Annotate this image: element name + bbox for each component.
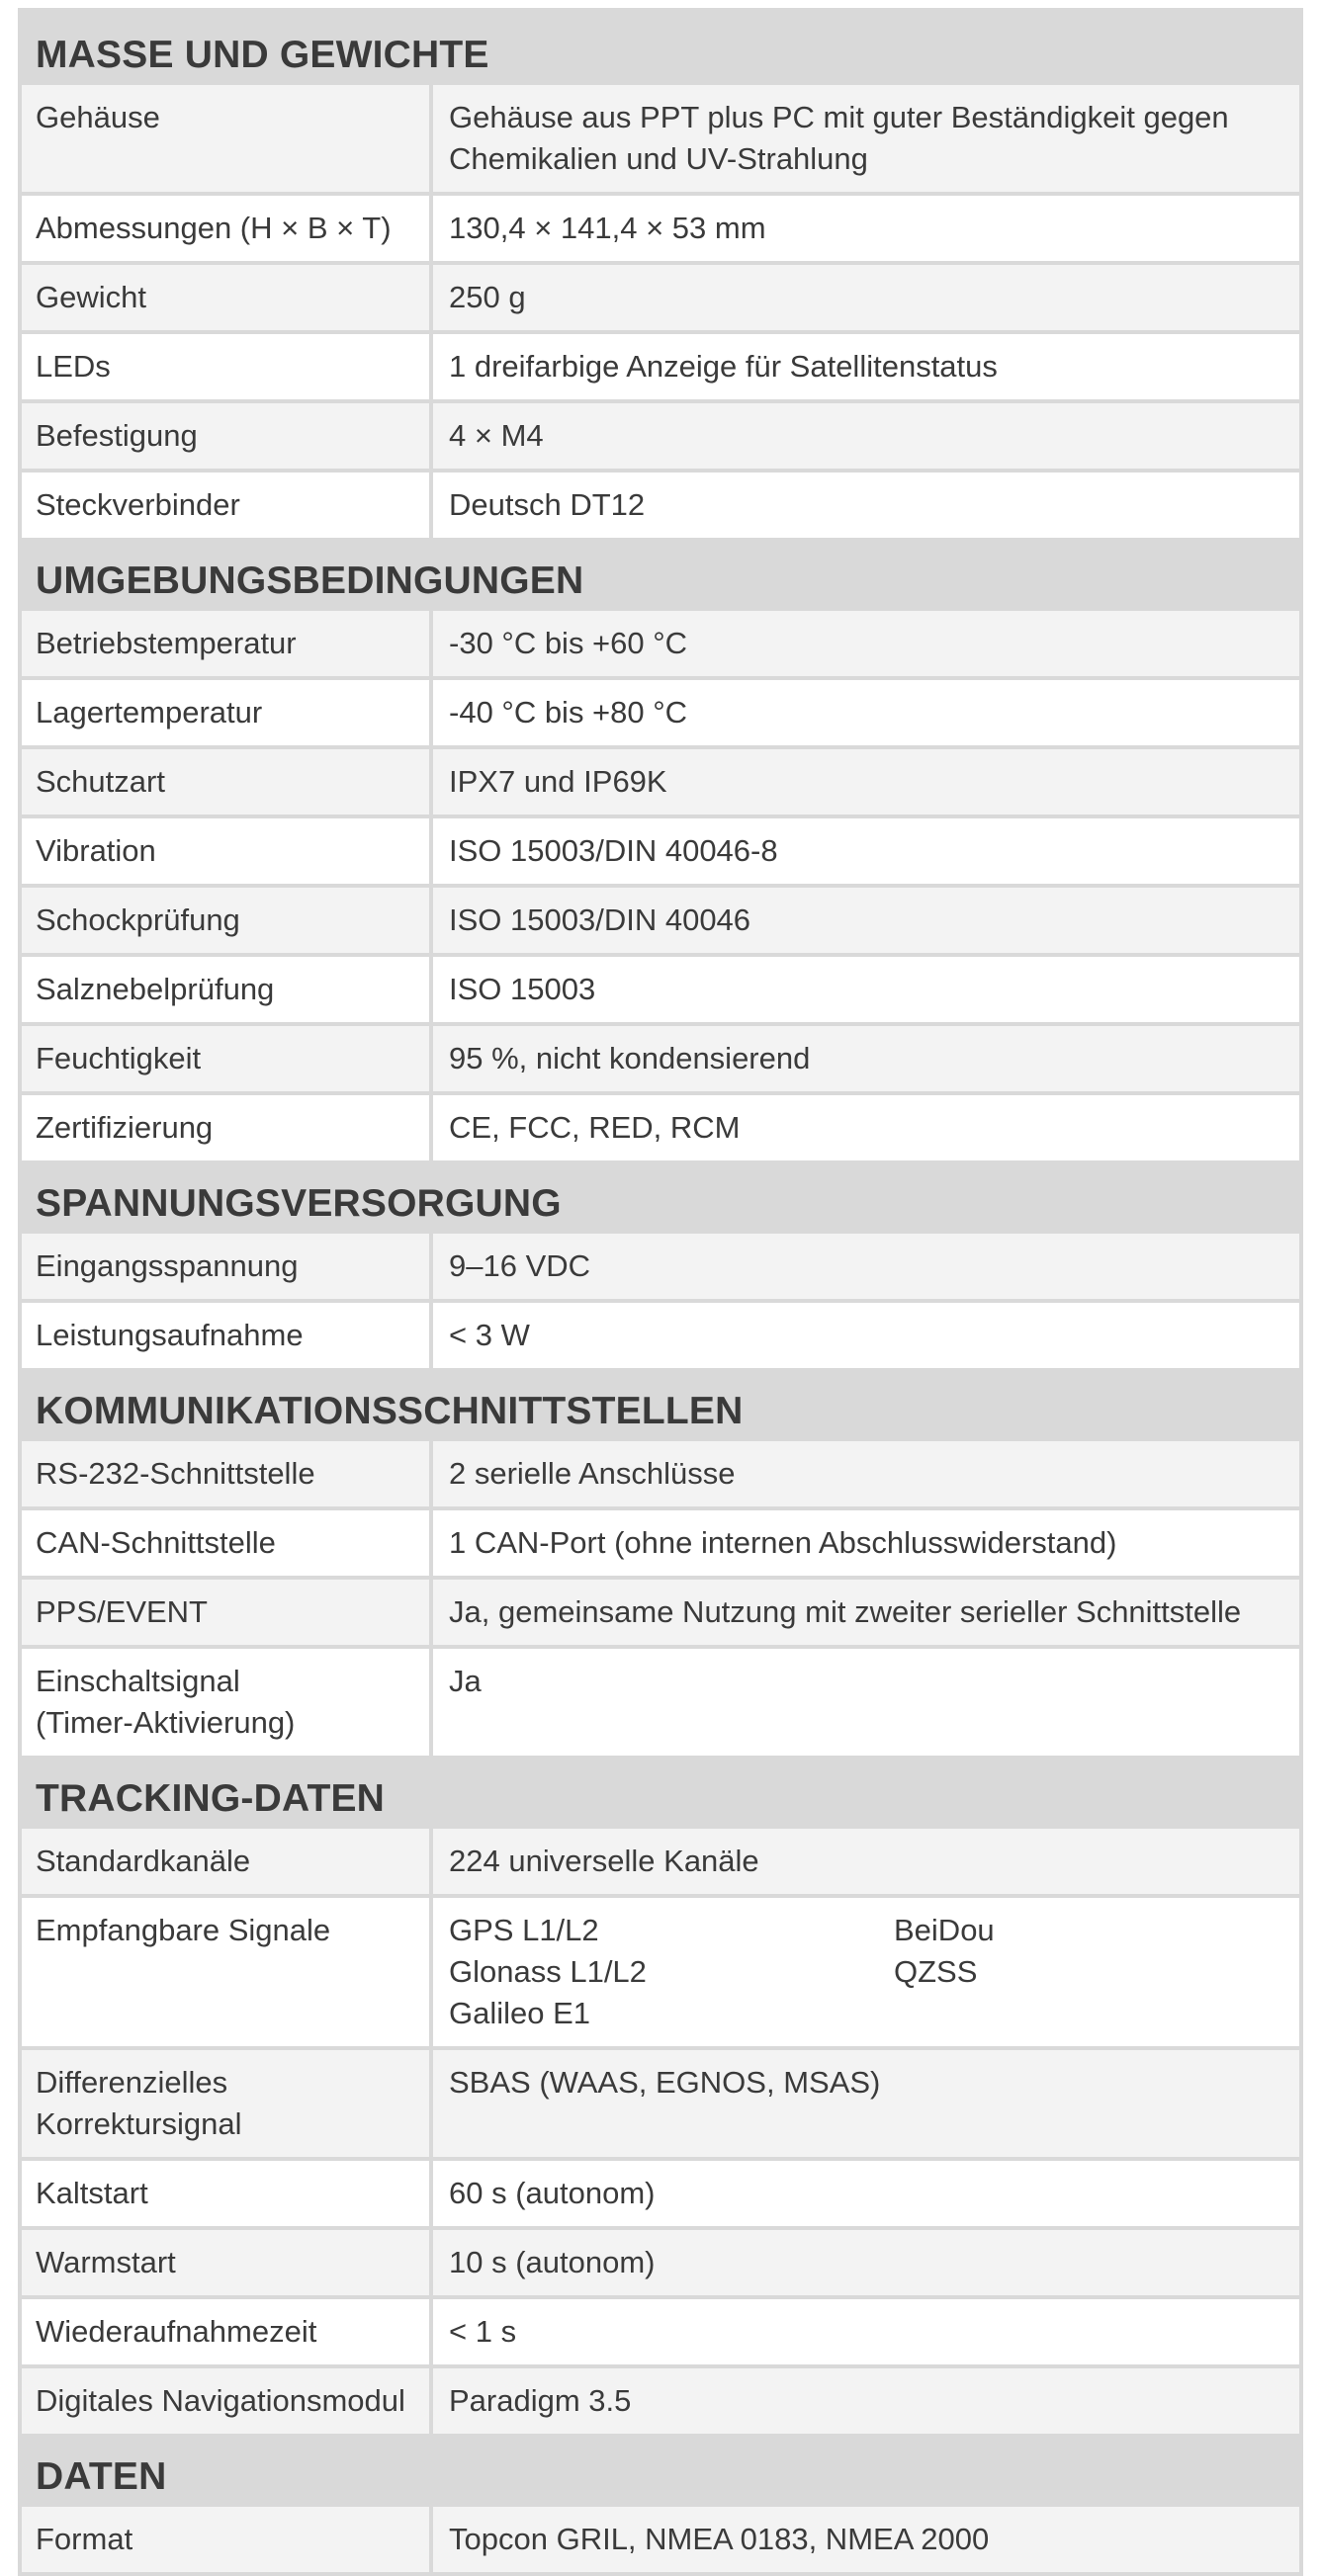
signals-column-2 <box>894 1910 995 2034</box>
spec-label-line: Steckverbinder <box>36 487 240 522</box>
spec-value-line: 1 CAN-Port (ohne internen Abschlusswiderstand) <box>449 1525 1117 1560</box>
spec-row <box>22 1894 1299 2046</box>
spec-value-line: Chemikalien und UV-Strahlung <box>449 141 868 176</box>
spec-value <box>433 1580 1299 1645</box>
spec-label <box>22 1026 433 1091</box>
spec-row <box>22 2046 1299 2157</box>
spec-label-line: Salznebelprüfung <box>36 972 275 1006</box>
spec-row <box>22 2226 1299 2295</box>
spec-value-line: QZSS <box>894 1954 978 1989</box>
spec-value-line: CE, FCC, RED, RCM <box>449 1110 741 1145</box>
spec-label-line: Betriebstemperatur <box>36 626 297 660</box>
spec-row <box>22 2364 1299 2434</box>
spec-label-line: Feuchtigkeit <box>36 1041 202 1075</box>
section-header-masse-und-gewichte: MASSE UND GEWICHTE <box>22 12 1299 85</box>
spec-label <box>22 1303 433 1368</box>
spec-value <box>433 334 1299 399</box>
spec-value-line: 4 × M4 <box>449 418 544 453</box>
spec-row <box>22 884 1299 953</box>
spec-label-line: Eingangsspannung <box>36 1248 299 1283</box>
spec-row <box>22 2157 1299 2226</box>
spec-label-line: Kaltstart <box>36 2176 148 2210</box>
spec-row <box>22 611 1299 676</box>
spec-label-line: Einschaltsignal <box>36 1664 240 1698</box>
spec-row <box>22 815 1299 884</box>
spec-label <box>22 888 433 953</box>
spec-label-line: Standardkanäle <box>36 1844 251 1878</box>
spec-row <box>22 1091 1299 1160</box>
spec-value <box>433 1095 1299 1160</box>
spec-table <box>18 8 1303 2576</box>
spec-value <box>433 265 1299 330</box>
spec-value-line: Paradigm 3.5 <box>449 2383 632 2418</box>
spec-label <box>22 403 433 469</box>
spec-value <box>433 196 1299 261</box>
spec-label <box>22 957 433 1022</box>
spec-label <box>22 1898 433 2046</box>
spec-label <box>22 818 433 884</box>
spec-row <box>22 192 1299 261</box>
spec-row <box>22 2507 1299 2572</box>
spec-label <box>22 472 433 538</box>
spec-label <box>22 1649 433 1756</box>
section-header-kommunikationsschnittstellen: KOMMUNIKATIONSSCHNITTSTELLEN <box>22 1368 1299 1441</box>
spec-value-line: 9–16 VDC <box>449 1248 591 1283</box>
spec-value <box>433 611 1299 676</box>
signals-column-1 <box>449 1910 894 2034</box>
spec-value <box>433 2161 1299 2226</box>
spec-row <box>22 1022 1299 1091</box>
section-header-tracking-daten: TRACKING-DATEN <box>22 1756 1299 1829</box>
spec-label-line: Digitales Navigationsmodul <box>36 2383 405 2418</box>
spec-label-line: Format <box>36 2522 133 2556</box>
spec-label-line: Warmstart <box>36 2245 176 2279</box>
spec-label <box>22 680 433 745</box>
spec-label-line: LEDs <box>36 349 111 384</box>
spec-label-line: Abmessungen (H × B × T) <box>36 211 392 245</box>
spec-value-line: Gehäuse aus PPT plus PC mit guter Beständigkeit gegen <box>449 100 1229 134</box>
spec-label-line: PPS/EVENT <box>36 1594 208 1629</box>
spec-row <box>22 1829 1299 1894</box>
spec-value-line: IPX7 und IP69K <box>449 764 667 799</box>
spec-row <box>22 1576 1299 1645</box>
spec-row <box>22 330 1299 399</box>
spec-row <box>22 953 1299 1022</box>
spec-label-line: Vibration <box>36 833 156 868</box>
spec-value <box>433 1441 1299 1506</box>
spec-label <box>22 1234 433 1299</box>
spec-label <box>22 2507 433 2572</box>
spec-value-line: ISO 15003/DIN 40046-8 <box>449 833 778 868</box>
spec-label <box>22 2230 433 2295</box>
spec-value-line: Glonass L1/L2 <box>449 1954 647 1989</box>
spec-value-line: 95 %, nicht kondensierend <box>449 1041 811 1075</box>
spec-row <box>22 676 1299 745</box>
spec-value-line: 130,4 × 141,4 × 53 mm <box>449 211 766 245</box>
spec-label-line: Wiederaufnahmezeit <box>36 2314 317 2349</box>
spec-label <box>22 2368 433 2434</box>
spec-label <box>22 611 433 676</box>
spec-value <box>433 1829 1299 1894</box>
spec-value <box>433 749 1299 815</box>
spec-row <box>22 1645 1299 1756</box>
spec-value-line: ISO 15003 <box>449 972 596 1006</box>
spec-value <box>433 85 1299 192</box>
spec-label <box>22 2299 433 2364</box>
spec-value <box>433 1234 1299 1299</box>
spec-label <box>22 334 433 399</box>
spec-value <box>433 403 1299 469</box>
spec-label-line: Zertifizierung <box>36 1110 214 1145</box>
spec-row <box>22 1234 1299 1299</box>
spec-label-line: Befestigung <box>36 418 198 453</box>
spec-value <box>433 1898 1299 2046</box>
spec-value <box>433 2050 1299 2157</box>
spec-value-line: Topcon GRIL, NMEA 0183, NMEA 2000 <box>449 2522 990 2556</box>
spec-value-line: 250 g <box>449 280 526 314</box>
spec-value-line: 224 universelle Kanäle <box>449 1844 759 1878</box>
spec-value <box>433 2507 1299 2572</box>
spec-row <box>22 399 1299 469</box>
spec-value-line: 10 s (autonom) <box>449 2245 656 2279</box>
spec-value-line: SBAS (WAAS, EGNOS, MSAS) <box>449 2065 881 2100</box>
section-header-daten: DATEN <box>22 2434 1299 2507</box>
spec-row <box>22 2295 1299 2364</box>
spec-value <box>433 1303 1299 1368</box>
spec-value-line: 2 serielle Anschlüsse <box>449 1456 736 1491</box>
spec-label-line: Gewicht <box>36 280 146 314</box>
spec-label-line: Schockprüfung <box>36 902 240 937</box>
spec-value-line: 1 dreifarbige Anzeige für Satellitenstatus <box>449 349 998 384</box>
spec-value-line: GPS L1/L2 <box>449 1913 599 1947</box>
spec-label-line: Differenzielles <box>36 2065 228 2100</box>
spec-row <box>22 261 1299 330</box>
spec-label-line: Korrektursignal <box>36 2106 242 2141</box>
spec-row <box>22 469 1299 538</box>
spec-value-line: Galileo E1 <box>449 1996 591 2030</box>
spec-value <box>433 2299 1299 2364</box>
spec-row <box>22 1441 1299 1506</box>
spec-value-line: Ja, gemeinsame Nutzung mit zweiter serieller Schnittstelle <box>449 1594 1242 1629</box>
spec-value-line: < 1 s <box>449 2314 517 2349</box>
spec-value <box>433 957 1299 1022</box>
spec-value <box>433 2230 1299 2295</box>
spec-row <box>22 1299 1299 1368</box>
spec-label-line: Schutzart <box>36 764 165 799</box>
spec-value <box>433 2368 1299 2434</box>
spec-label <box>22 2050 433 2157</box>
spec-value-line: ISO 15003/DIN 40046 <box>449 902 751 937</box>
spec-label <box>22 1095 433 1160</box>
spec-label <box>22 196 433 261</box>
spec-label <box>22 749 433 815</box>
spec-label-line: RS-232-Schnittstelle <box>36 1456 315 1491</box>
spec-label-line: Empfangbare Signale <box>36 1913 331 1947</box>
spec-label <box>22 1510 433 1576</box>
spec-label-line: CAN-Schnittstelle <box>36 1525 276 1560</box>
spec-value-line: -40 °C bis +80 °C <box>449 695 688 730</box>
spec-label-line: Lagertemperatur <box>36 695 263 730</box>
spec-label <box>22 1441 433 1506</box>
section-header-spannungsversorgung: SPANNUNGSVERSORGUNG <box>22 1160 1299 1234</box>
spec-label <box>22 1829 433 1894</box>
spec-label-line: Gehäuse <box>36 100 160 134</box>
spec-row <box>22 85 1299 192</box>
spec-row <box>22 1506 1299 1576</box>
spec-label-line: Leistungsaufnahme <box>36 1318 304 1352</box>
spec-value-line: 60 s (autonom) <box>449 2176 656 2210</box>
spec-value <box>433 888 1299 953</box>
spec-value <box>433 1510 1299 1576</box>
spec-row <box>22 745 1299 815</box>
spec-value <box>433 818 1299 884</box>
spec-value-line: < 3 W <box>449 1318 530 1352</box>
spec-label <box>22 265 433 330</box>
spec-value <box>433 472 1299 538</box>
spec-label <box>22 85 433 192</box>
spec-label <box>22 1580 433 1645</box>
spec-value-line: Deutsch DT12 <box>449 487 646 522</box>
spec-value <box>433 1026 1299 1091</box>
spec-value-line: Ja <box>449 1664 482 1698</box>
spec-label-line: (Timer-Aktivierung) <box>36 1705 296 1740</box>
section-header-umgebungsbedingungen: UMGEBUNGSBEDINGUNGEN <box>22 538 1299 611</box>
spec-label <box>22 2161 433 2226</box>
spec-value-line: -30 °C bis +60 °C <box>449 626 688 660</box>
spec-value-line: BeiDou <box>894 1913 995 1947</box>
spec-value <box>433 1649 1299 1756</box>
spec-value <box>433 680 1299 745</box>
